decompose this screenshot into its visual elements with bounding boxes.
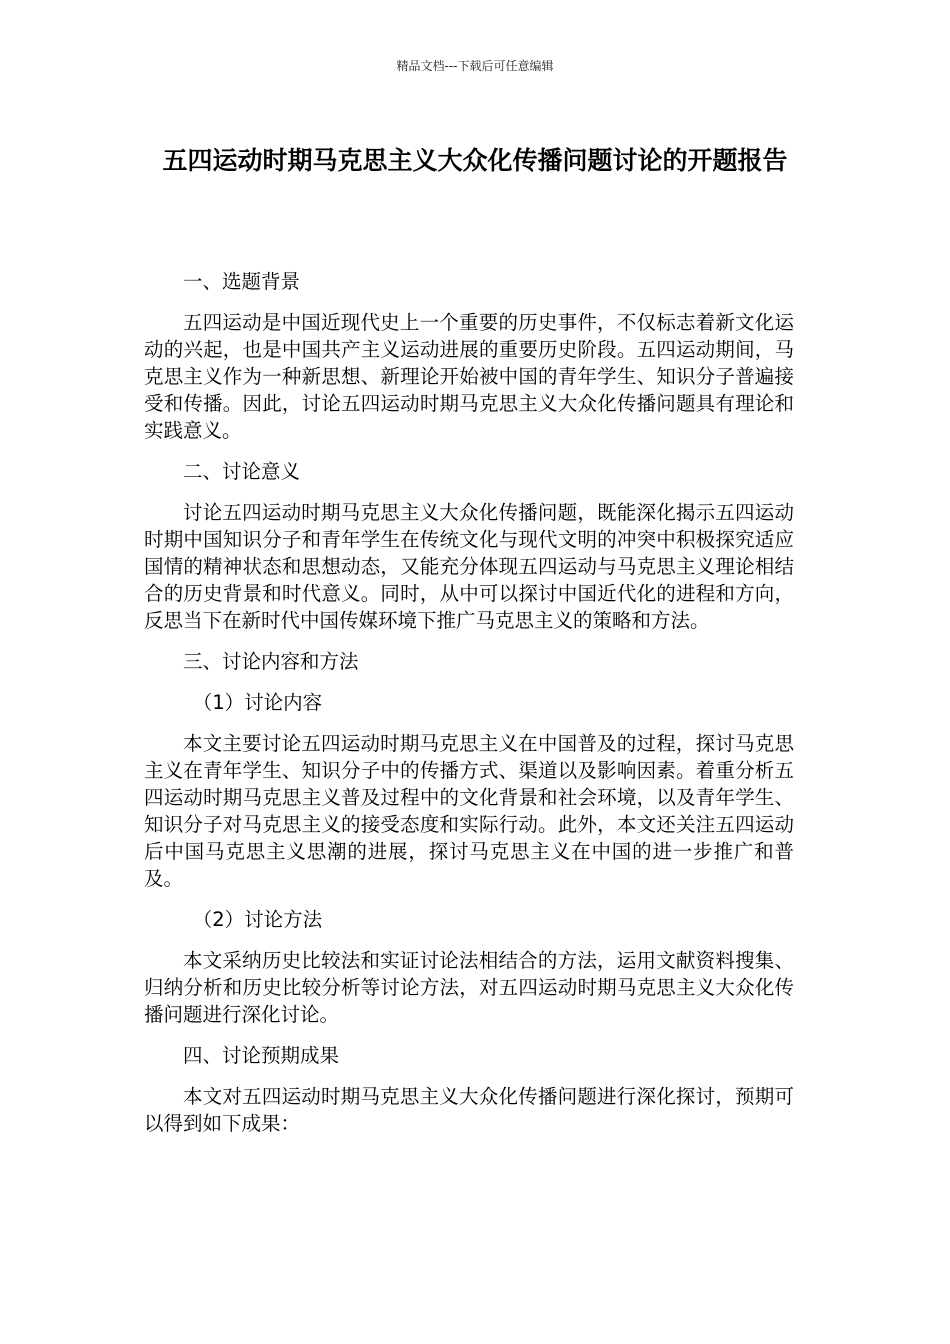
paragraph-background: 五四运动是中国近现代史上一个重要的历史事件，不仅标志着新文化运动的兴起，也是中国共产主义运动进展的重要历史阶段。五四运动期间，马克思主义作为一种新思想、新理论开始被中国的青年学生、知识分子普遍接受和传播。因此，讨论五四运动时期马克思主义大众化传播问题具有理论和实践意义。: [144, 311, 794, 442]
subheading-content: （1）讨论内容: [192, 691, 323, 714]
paragraph-expected-results: 本文对五四运动时期马克思主义大众化传播问题进行深化探讨，预期可以得到如下成果：: [144, 1085, 794, 1135]
paragraph-significance: 讨论五四运动时期马克思主义大众化传播问题，既能深化揭示五四运动时期中国知识分子和青年学生在传统文化与现代文明的冲突中积极探究适应国情的精神状态和思想动态，又能充分体现五四运动与马克思主义理论相结合的历史背景和时代意义。同时，从中可以探讨中国近代化的进程和方向，反思当下在新时代中国传媒环境下推广马克思主义的策略和方法。: [144, 501, 794, 632]
page-header: 精品文档---下载后可任意编辑: [396, 59, 554, 73]
document-body: [144, 268, 794, 1151]
section-heading-significance: 二、讨论意义: [183, 460, 301, 483]
document-title: 五四运动时期马克思主义大众化传播问题讨论的开题报告: [162, 146, 788, 175]
section-heading-content-method: 三、讨论内容和方法: [183, 650, 359, 673]
subheading-method: （2）讨论方法: [192, 908, 323, 931]
paragraph-method: 本文采纳历史比较法和实证讨论法相结合的方法，运用文献资料搜集、归纳分析和历史比较分析等讨论方法，对五四运动时期马克思主义大众化传播问题进行深化讨论。: [144, 949, 794, 1026]
section-heading-background: 一、选题背景: [183, 270, 301, 293]
paragraph-content: 本文主要讨论五四运动时期马克思主义在中国普及的过程，探讨马克思主义在青年学生、知识分子中的传播方式、渠道以及影响因素。着重分析五四运动时期马克思主义普及过程中的文化背景和社会环境，以及青年学生、知识分子对马克思主义的接受态度和实际行动。此外，本文还关注五四运动后中国马克思主义思潮的进展，探讨马克思主义在中国的进一步推广和普及。: [144, 732, 794, 890]
section-heading-expected-results: 四、讨论预期成果: [183, 1044, 340, 1067]
